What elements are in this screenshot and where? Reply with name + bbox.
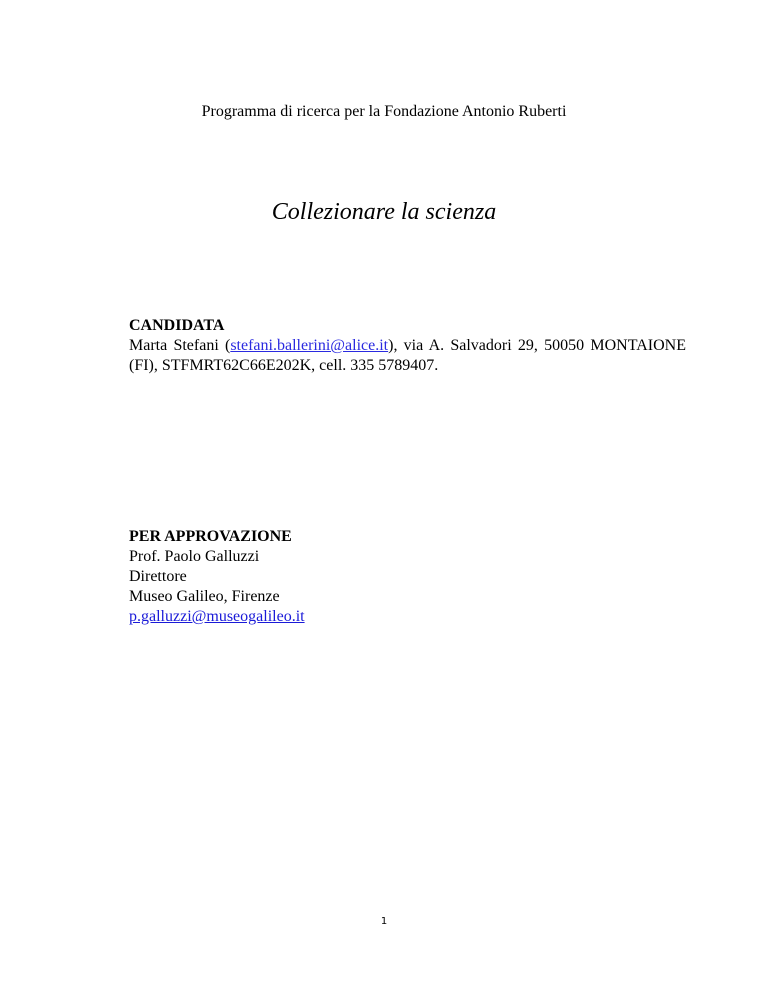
approval-heading: PER APPROVAZIONE xyxy=(129,528,292,545)
approver-institution: Museo Galileo, Firenze xyxy=(129,588,280,605)
candidate-heading: CANDIDATA xyxy=(129,317,225,334)
approval-section xyxy=(129,527,686,627)
candidate-name: Marta Stefani ( xyxy=(129,337,231,354)
candidate-line-2: (FI), STFMRT62C66E202K, cell. 335 5789407. xyxy=(129,357,439,374)
document-title: Collezionare la scienza xyxy=(271,199,497,225)
candidate-line-1 xyxy=(129,336,686,356)
program-subtitle: Programma di ricerca per la Fondazione Antonio Ruberti xyxy=(201,103,567,120)
approver-email-line xyxy=(129,607,686,627)
page-number: 1 xyxy=(380,916,388,927)
approver-email-link[interactable]: p.galluzzi@museogalileo.it xyxy=(129,608,305,625)
candidate-email-link[interactable]: stefani.ballerini@alice.it xyxy=(230,337,389,354)
approver-name: Prof. Paolo Galluzzi xyxy=(129,548,260,565)
approver-role: Direttore xyxy=(129,568,187,585)
candidate-address: ), via A. Salvadori 29, 50050 MONTAIONE xyxy=(388,337,686,354)
candidate-section xyxy=(129,316,686,376)
